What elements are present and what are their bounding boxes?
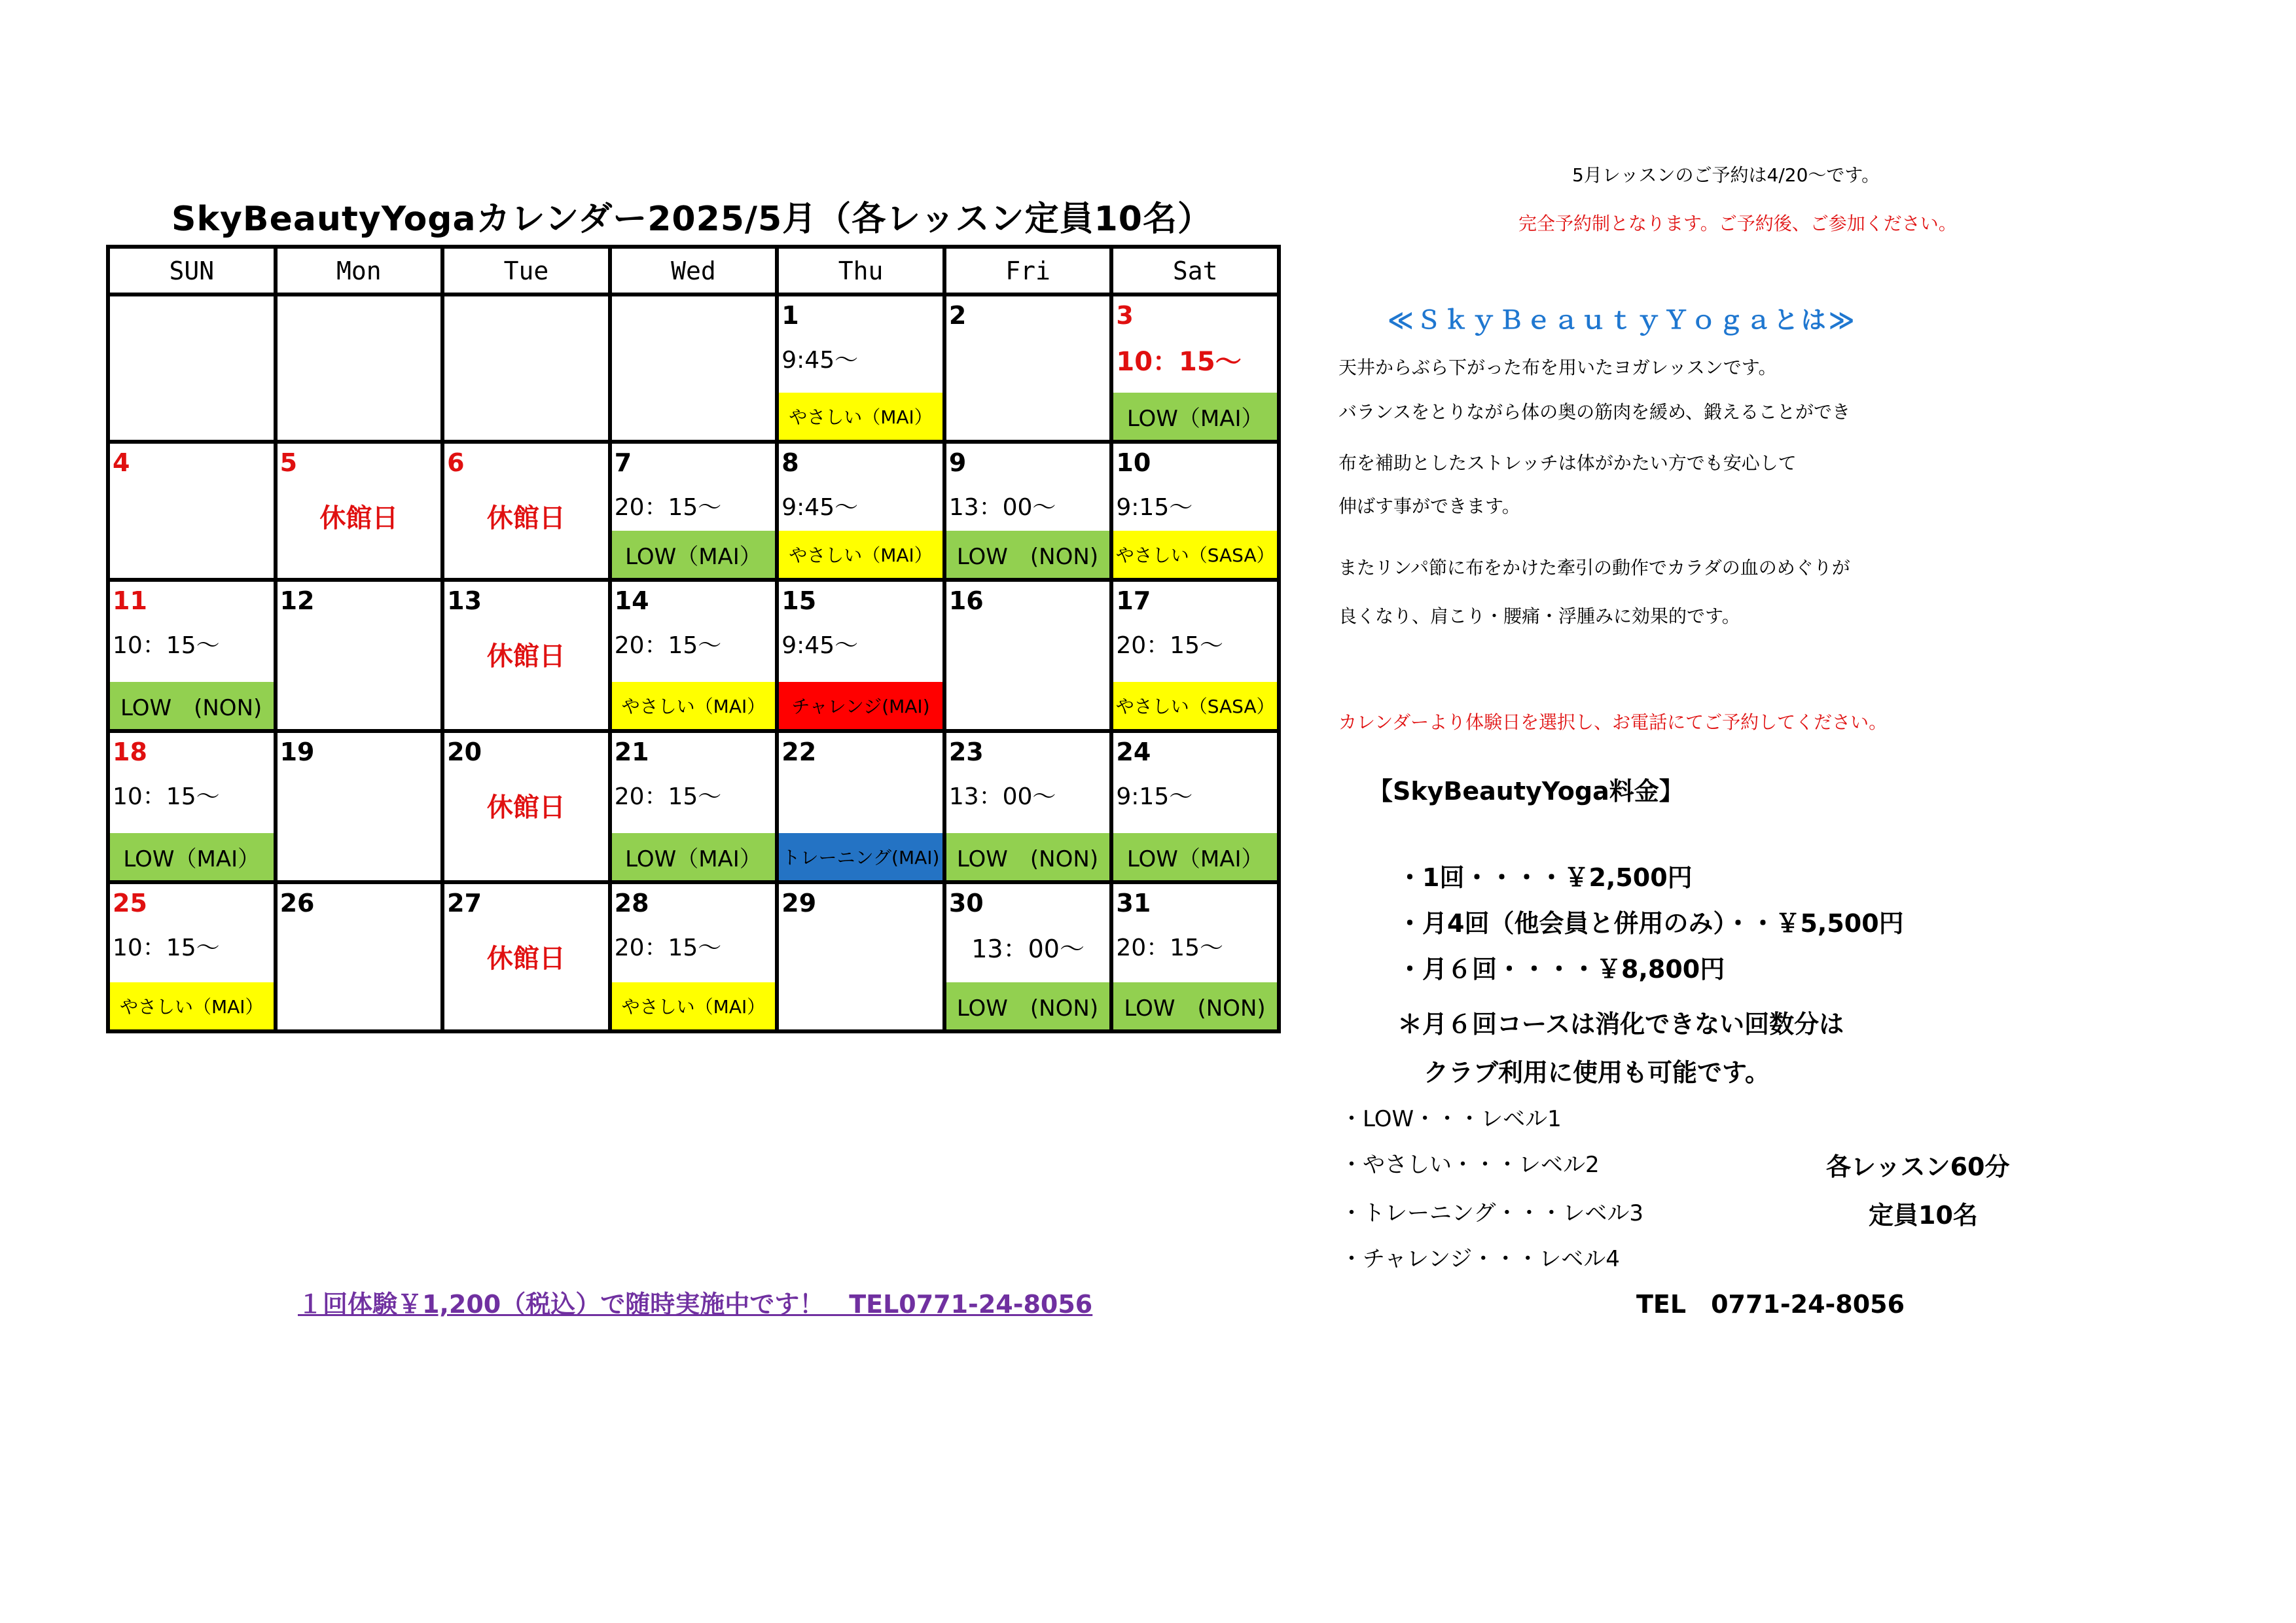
day-number: 13 <box>447 586 482 615</box>
booking-open-text: 5月レッスンのご予約は4/20～です。 <box>1572 164 1880 186</box>
lesson-badge[interactable]: LOW（MAI） <box>1113 833 1277 880</box>
day-cell-6[interactable] <box>442 442 610 580</box>
weekday-thu: Thu <box>777 247 944 294</box>
closed-day-label: 休館日 <box>319 503 399 533</box>
day-cell-13[interactable] <box>442 580 610 731</box>
day-cell-10[interactable] <box>1111 442 1279 580</box>
lesson-badge[interactable]: チャレンジ(MAI) <box>779 682 942 729</box>
day-number: 12 <box>279 586 315 615</box>
weekday-mon: Mon <box>276 247 443 294</box>
booking-note: 完全予約制となります。ご予約後、ご参加ください。 <box>1518 213 1957 234</box>
day-cell-2[interactable] <box>944 294 1112 442</box>
day-number: 18 <box>113 738 147 766</box>
lesson-time: 9:45～ <box>781 632 859 659</box>
day-number: 16 <box>948 586 984 615</box>
day-number: 21 <box>614 738 649 766</box>
page-title: SkyBeautyYogaカレンダー2025/5月（各レッスン定員10名） <box>171 200 1212 239</box>
lesson-time: 10：15～ <box>1116 347 1242 377</box>
lesson-time: 10：15～ <box>113 935 220 961</box>
day-number: 6 <box>447 448 465 477</box>
lesson-badge[interactable]: LOW（MAI） <box>612 531 776 578</box>
price-heading: 【SkyBeautyYoga料金】 <box>1368 777 1684 806</box>
day-number: 28 <box>614 889 649 918</box>
course-note: ＊月６回コースは消化できない回数分は <box>1397 1010 1844 1039</box>
lesson-badge[interactable]: LOW (NON) <box>946 982 1110 1029</box>
lesson-time: 20：15～ <box>614 494 722 521</box>
course-note: クラブ利用に使用も可能です。 <box>1424 1058 1770 1087</box>
day-number: 20 <box>447 738 482 766</box>
day-cell-27[interactable] <box>442 882 610 1031</box>
day-cell-1[interactable] <box>777 294 944 442</box>
lesson-badge[interactable]: LOW (NON) <box>946 531 1110 578</box>
day-cell-4[interactable] <box>108 442 276 580</box>
empty-day-cell <box>610 294 778 442</box>
day-cell-7[interactable] <box>610 442 778 580</box>
day-cell-8[interactable] <box>777 442 944 580</box>
day-cell-26[interactable] <box>276 882 443 1031</box>
day-number: 8 <box>781 448 799 477</box>
lesson-badge[interactable]: LOW (NON) <box>946 833 1110 880</box>
day-cell-23[interactable] <box>944 731 1112 882</box>
day-number: 14 <box>614 586 649 615</box>
lesson-time: 13：00～ <box>948 783 1056 810</box>
day-number: 30 <box>948 889 984 918</box>
empty-day-cell <box>276 294 443 442</box>
lesson-badge[interactable]: やさしい（SASA） <box>1113 682 1277 729</box>
empty-day-cell <box>108 294 276 442</box>
day-number: 27 <box>447 889 482 918</box>
day-cell-20[interactable] <box>442 731 610 882</box>
level-item: ・トレーニング・・・レベル3 <box>1340 1200 1643 1226</box>
day-number: 10 <box>1116 448 1151 477</box>
day-number: 11 <box>113 586 147 615</box>
week-row <box>108 731 1279 882</box>
day-cell-31[interactable] <box>1111 882 1279 1031</box>
lesson-time: 20：15～ <box>614 632 722 659</box>
day-number: 23 <box>948 738 984 766</box>
about-line: 伸ばす事ができます。 <box>1338 495 1520 517</box>
week-row <box>108 882 1279 1031</box>
weekday-sat: Sat <box>1111 247 1279 294</box>
trial-promo-link[interactable]: １回体験￥1,200（税込）で随時実施中です！ TEL0771-24-8056 <box>298 1290 1093 1319</box>
lesson-time: 9:15～ <box>1116 783 1193 810</box>
lesson-badge[interactable]: やさしい（MAI） <box>779 531 942 578</box>
day-cell-25[interactable] <box>108 882 276 1031</box>
lesson-time: 10：15～ <box>113 783 220 810</box>
day-number: 24 <box>1116 738 1151 766</box>
about-line: バランスをとりながら体の奥の筋肉を緩め、鍛えることができ <box>1338 401 1851 423</box>
price-item: ・月4回（他会員と併用のみ）・・￥5,500円 <box>1397 909 1904 938</box>
day-cell-29[interactable] <box>777 882 944 1031</box>
lesson-badge[interactable]: LOW（MAI） <box>110 833 274 880</box>
day-cell-9[interactable] <box>944 442 1112 580</box>
calendar-table <box>106 245 1281 1033</box>
lesson-badge[interactable]: LOW（MAI） <box>612 833 776 880</box>
day-cell-14[interactable] <box>610 580 778 731</box>
closed-day-label: 休館日 <box>486 503 565 533</box>
week-row <box>108 442 1279 580</box>
day-cell-11[interactable] <box>108 580 276 731</box>
level-item: ・やさしい・・・レベル2 <box>1340 1152 1600 1178</box>
day-cell-21[interactable] <box>610 731 778 882</box>
lesson-time: 13：00～ <box>971 935 1085 963</box>
day-cell-5[interactable] <box>276 442 443 580</box>
calendar-booking-note: カレンダーより体験日を選択し、お電話にてご予約してください。 <box>1338 711 1888 733</box>
day-number: 5 <box>279 448 298 477</box>
day-number: 15 <box>781 586 817 615</box>
about-line: 布を補助としたストレッチは体がかたい方でも安心して <box>1338 452 1797 474</box>
lesson-duration: 各レッスン60分 <box>1826 1152 2010 1181</box>
lesson-capacity: 定員10名 <box>1869 1201 1978 1230</box>
price-item: ・月６回・・・・￥8,800円 <box>1397 955 1725 984</box>
day-cell-22[interactable] <box>777 731 944 882</box>
lesson-badge[interactable]: LOW (NON) <box>110 682 274 729</box>
lesson-time: 10：15～ <box>113 632 220 659</box>
lesson-time: 20：15～ <box>1116 935 1223 961</box>
day-number: 26 <box>279 889 315 918</box>
day-number: 2 <box>948 301 967 330</box>
lesson-time: 9:45～ <box>781 494 859 521</box>
day-cell-24[interactable] <box>1111 731 1279 882</box>
weekday-tue: Tue <box>442 247 610 294</box>
level-item: ・チャレンジ・・・レベル4 <box>1340 1246 1620 1272</box>
week-row <box>108 294 1279 442</box>
weekday-wed: Wed <box>610 247 778 294</box>
closed-day-label: 休館日 <box>486 944 565 974</box>
day-cell-3[interactable] <box>1111 294 1279 442</box>
about-line: 良くなり、肩こり・腰痛・浮腫みに効果的です。 <box>1338 605 1740 627</box>
lesson-time: 20：15～ <box>614 935 722 961</box>
day-cell-18[interactable] <box>108 731 276 882</box>
lesson-badge[interactable]: やさしい（MAI） <box>110 982 274 1029</box>
day-number: 9 <box>948 448 967 477</box>
day-number: 25 <box>113 889 147 918</box>
day-cell-28[interactable] <box>610 882 778 1031</box>
day-cell-15[interactable] <box>777 580 944 731</box>
week-row <box>108 580 1279 731</box>
day-number: 19 <box>279 738 315 766</box>
weekday-header-row <box>108 247 1279 294</box>
day-number: 17 <box>1116 586 1151 615</box>
lesson-badge[interactable]: やさしい（MAI） <box>612 982 776 1029</box>
lesson-badge[interactable]: やさしい（SASA） <box>1113 531 1277 578</box>
level-item: ・LOW・・・レベル1 <box>1340 1106 1562 1132</box>
empty-day-cell <box>442 294 610 442</box>
day-number: 1 <box>781 301 799 330</box>
about-line: またリンパ節に布をかけた牽引の動作でカラダの血のめぐりが <box>1338 557 1850 579</box>
closed-day-label: 休館日 <box>486 793 565 823</box>
lesson-time: 13：00～ <box>948 494 1056 521</box>
lesson-badge[interactable]: LOW (NON) <box>1113 982 1277 1029</box>
contact-tel[interactable]: TEL 0771-24-8056 <box>1636 1290 1905 1319</box>
day-cell-19[interactable] <box>276 731 443 882</box>
day-number: 4 <box>113 448 130 477</box>
day-cell-17[interactable] <box>1111 580 1279 731</box>
day-number: 29 <box>781 889 817 918</box>
about-heading: ≪ＳｋｙＢｅａｕｔｙＹｏｇａとは≫ <box>1388 306 1857 334</box>
lesson-time: 20：15～ <box>1116 632 1223 659</box>
closed-day-label: 休館日 <box>486 641 565 671</box>
day-number: 3 <box>1116 301 1134 330</box>
about-line: 天井からぶら下がった布を用いたヨガレッスンです。 <box>1338 357 1777 378</box>
lesson-badge[interactable]: トレーニング(MAI) <box>779 833 942 880</box>
weekday-sun: SUN <box>108 247 276 294</box>
lesson-time: 9:15～ <box>1116 494 1193 521</box>
day-number: 7 <box>614 448 632 477</box>
day-cell-12[interactable] <box>276 580 443 731</box>
lesson-time: 9:45～ <box>781 347 859 374</box>
weekday-fri: Fri <box>944 247 1112 294</box>
lesson-badge[interactable]: やさしい（MAI） <box>779 393 942 440</box>
lesson-badge[interactable]: LOW（MAI） <box>1113 393 1277 440</box>
lesson-badge[interactable]: やさしい（MAI） <box>612 682 776 729</box>
day-cell-30[interactable] <box>944 882 1112 1031</box>
lesson-time: 20：15～ <box>614 783 722 810</box>
day-number: 22 <box>781 738 817 766</box>
day-cell-16[interactable] <box>944 580 1112 731</box>
price-item: ・1回・・・・￥2,500円 <box>1397 863 1693 892</box>
day-number: 31 <box>1116 889 1151 918</box>
